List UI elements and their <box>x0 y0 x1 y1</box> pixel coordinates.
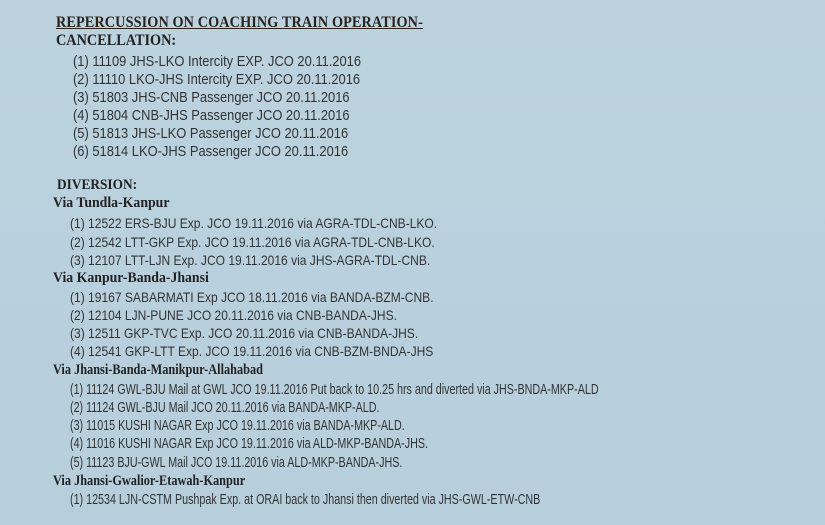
diversion-item: (4) 12541 GKP-LTT Exp. JCO 19.11.2016 via CNB-BZM-BNDA-JHS <box>70 343 434 359</box>
diversion-item: (3) 12107 LTT-LJN Exp. JCO 19.11.2016 via JHS-AGRA-TDL-CNB. <box>70 252 431 268</box>
diversion-item: (3) 11015 KUSHI NAGAR Exp JCO 19.11.2016 via BANDA-MKP-ALD. <box>70 418 405 434</box>
route-heading-jhansi-banda-manikpur-allahabad: Via Jhansi-Banda-Manikpur-Allahabad <box>53 362 263 378</box>
document-title: REPERCUSSION ON COACHING TRAIN OPERATION- <box>56 14 423 31</box>
route-heading-tundla-kanpur: Via Tundla-Kanpur <box>53 195 170 211</box>
cancellation-item: (5) 51813 JHS-LKO Passenger JCO 20.11.2016 <box>73 125 349 142</box>
diversion-heading: DIVERSION: <box>57 177 138 193</box>
diversion-item: (2) 12542 LTT-GKP Exp. JCO 19.11.2016 via AGRA-TDL-CNB-LKO. <box>70 234 435 250</box>
diversion-item: (1) 11124 GWL-BJU Mail at GWL JCO 19.11.2016 Put back to 10.25 hrs and diverted via JHS-BNDA-MKP-ALD <box>70 382 599 398</box>
cancellation-item: (3) 51803 JHS-CNB Passenger JCO 20.11.2016 <box>73 89 350 106</box>
diversion-item: (3) 12511 GKP-TVC Exp. JCO 20.11.2016 via CNB-BANDA-JHS. <box>70 325 419 341</box>
cancellation-item: (4) 51804 CNB-JHS Passenger JCO 20.11.2016 <box>73 107 350 124</box>
diversion-item: (1) 12534 LJN-CSTM Pushpak Exp. at ORAI back to Jhansi then diverted via JHS-GWL-ETW-CNB <box>70 492 541 508</box>
diversion-item: (1) 12522 ERS-BJU Exp. JCO 19.11.2016 via AGRA-TDL-CNB-LKO. <box>70 215 438 231</box>
cancellation-item: (6) 51814 LKO-JHS Passenger JCO 20.11.2016 <box>73 143 349 160</box>
diversion-item: (4) 11016 KUSHI NAGAR Exp JCO 19.11.2016 via ALD-MKP-BANDA-JHS. <box>70 436 429 452</box>
diversion-item: (2) 12104 LJN-PUNE JCO 20.11.2016 via CNB-BANDA-JHS. <box>70 307 397 323</box>
route-heading-jhansi-gwalior-etawah-kanpur: Via Jhansi-Gwalior-Etawah-Kanpur <box>53 473 246 489</box>
cancellation-item: (2) 11110 LKO-JHS Intercity EXP. JCO 20.11.2016 <box>73 71 361 88</box>
cancellation-heading: CANCELLATION: <box>56 32 177 49</box>
diversion-item: (1) 19167 SABARMATI Exp JCO 18.11.2016 via BANDA-BZM-CNB. <box>70 289 434 305</box>
diversion-item: (2) 11124 GWL-BJU Mail JCO 20.11.2016 via BANDA-MKP-ALD. <box>70 400 380 416</box>
diversion-item: (5) 11123 BJU-GWL Mail JCO 19.11.2016 via ALD-MKP-BANDA-JHS. <box>70 455 403 471</box>
route-heading-kanpur-banda-jhansi: Via Kanpur-Banda-Jhansi <box>53 270 209 286</box>
cancellation-item: (1) 11109 JHS-LKO Intercity EXP. JCO 20.11.2016 <box>73 53 362 70</box>
